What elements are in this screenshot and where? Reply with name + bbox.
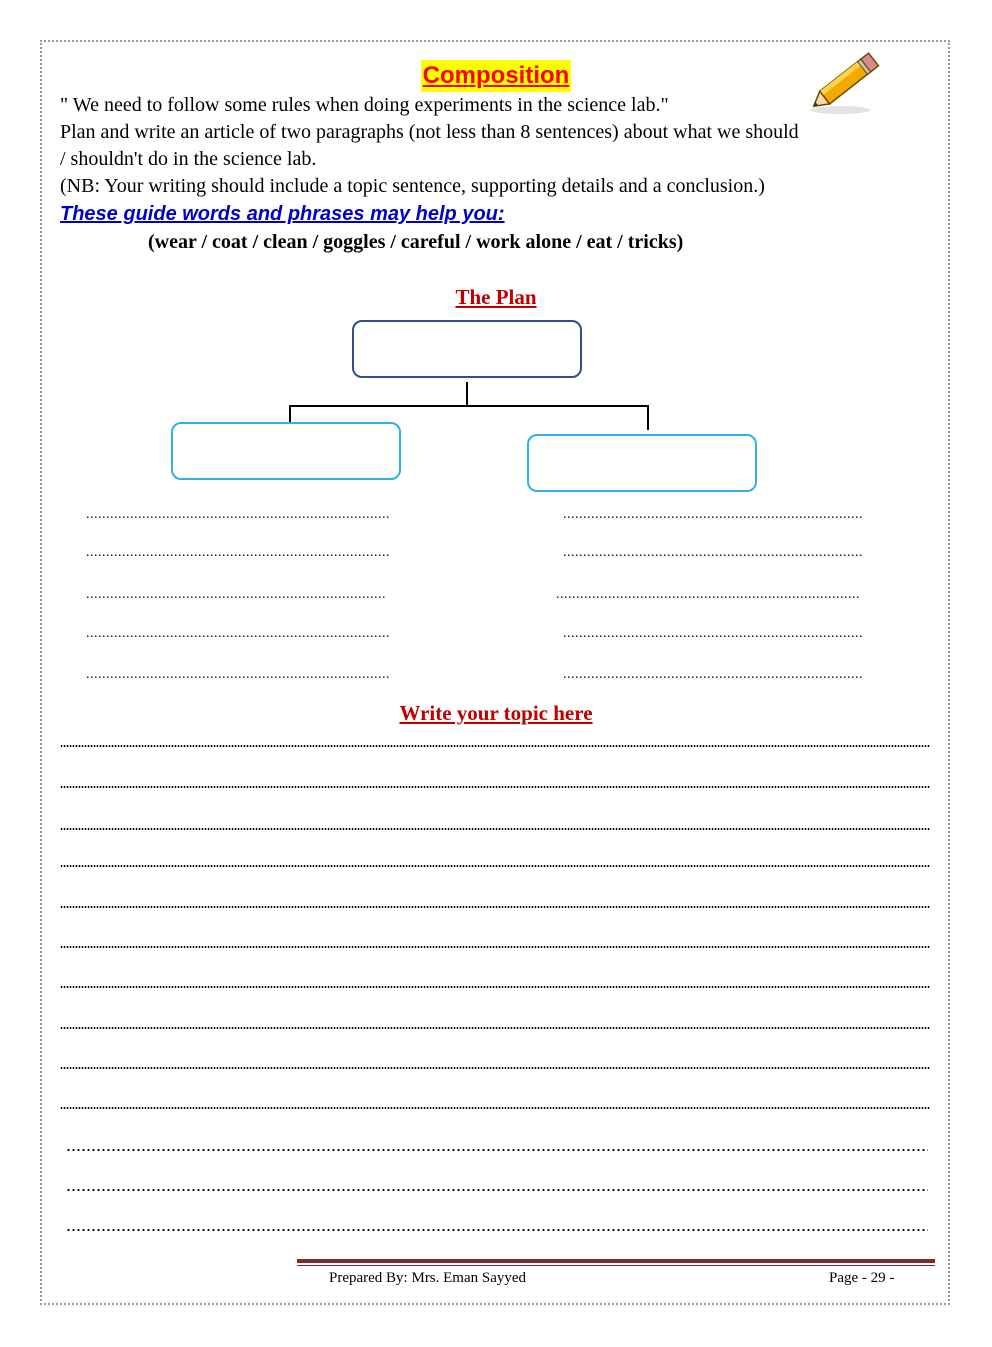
guide-heading: These guide words and phrases may help you:: [60, 203, 505, 225]
plan-paragraph-1-box[interactable]: [171, 422, 401, 480]
prompt-line-2: / shouldn't do in the science lab.: [60, 148, 317, 170]
plan-left-line[interactable]: ............................................................................: [86, 545, 390, 560]
connector-vertical-top: [466, 382, 468, 406]
plan-right-line[interactable]: ............................................................................: [556, 587, 860, 602]
pencil-icon: [800, 48, 890, 118]
writing-line[interactable]: [60, 828, 930, 830]
writing-line[interactable]: [60, 1107, 930, 1109]
writing-line[interactable]: [60, 1067, 930, 1069]
writing-line[interactable]: [60, 986, 930, 988]
plan-right-line[interactable]: ...........................................................................: [563, 667, 863, 682]
footer-page-number: Page - 29 -: [829, 1270, 895, 1286]
plan-topic-box[interactable]: [352, 320, 582, 378]
plan-right-line[interactable]: ...........................................................................: [563, 626, 863, 641]
footer-divider-thin: [297, 1265, 935, 1266]
writing-line[interactable]: [60, 865, 930, 867]
writing-line[interactable]: [60, 745, 930, 747]
plan-left-line[interactable]: ............................................................................: [86, 667, 390, 682]
plan-left-line[interactable]: ...........................................................................: [86, 587, 386, 602]
writing-line[interactable]: [60, 906, 930, 908]
plan-right-line[interactable]: ...........................................................................: [563, 545, 863, 560]
footer-divider: [297, 1259, 935, 1263]
writing-line[interactable]: [60, 1027, 930, 1029]
writing-line[interactable]: [66, 1149, 928, 1151]
plan-title: The Plan: [455, 285, 537, 309]
plan-left-line[interactable]: ............................................................................: [86, 507, 390, 522]
prompt-quote: " We need to follow some rules when doing experiments in the science lab.": [60, 94, 669, 116]
writing-line[interactable]: [66, 1229, 928, 1231]
writing-line[interactable]: [66, 1189, 928, 1191]
plan-paragraph-2-box[interactable]: [527, 434, 757, 492]
connector-right-drop: [647, 405, 649, 430]
guide-words: (wear / coat / clean / goggles / careful / work alone / eat / tricks): [148, 231, 684, 253]
plan-left-line[interactable]: ............................................................................: [86, 626, 390, 641]
footer-author: Prepared By: Mrs. Eman Sayyed: [329, 1270, 527, 1286]
topic-title: Write your topic here: [399, 701, 593, 725]
page-title: Composition: [421, 60, 572, 92]
prompt-note: (NB: Your writing should include a topic sentence, supporting details and a conclusion.): [60, 175, 765, 197]
writing-line[interactable]: [60, 786, 930, 788]
connector-horizontal: [289, 405, 648, 407]
plan-right-line[interactable]: ...........................................................................: [563, 507, 863, 522]
prompt-line-1: Plan and write an article of two paragraphs (not less than 8 sentences) about what we should: [60, 121, 799, 143]
writing-line[interactable]: [60, 946, 930, 948]
